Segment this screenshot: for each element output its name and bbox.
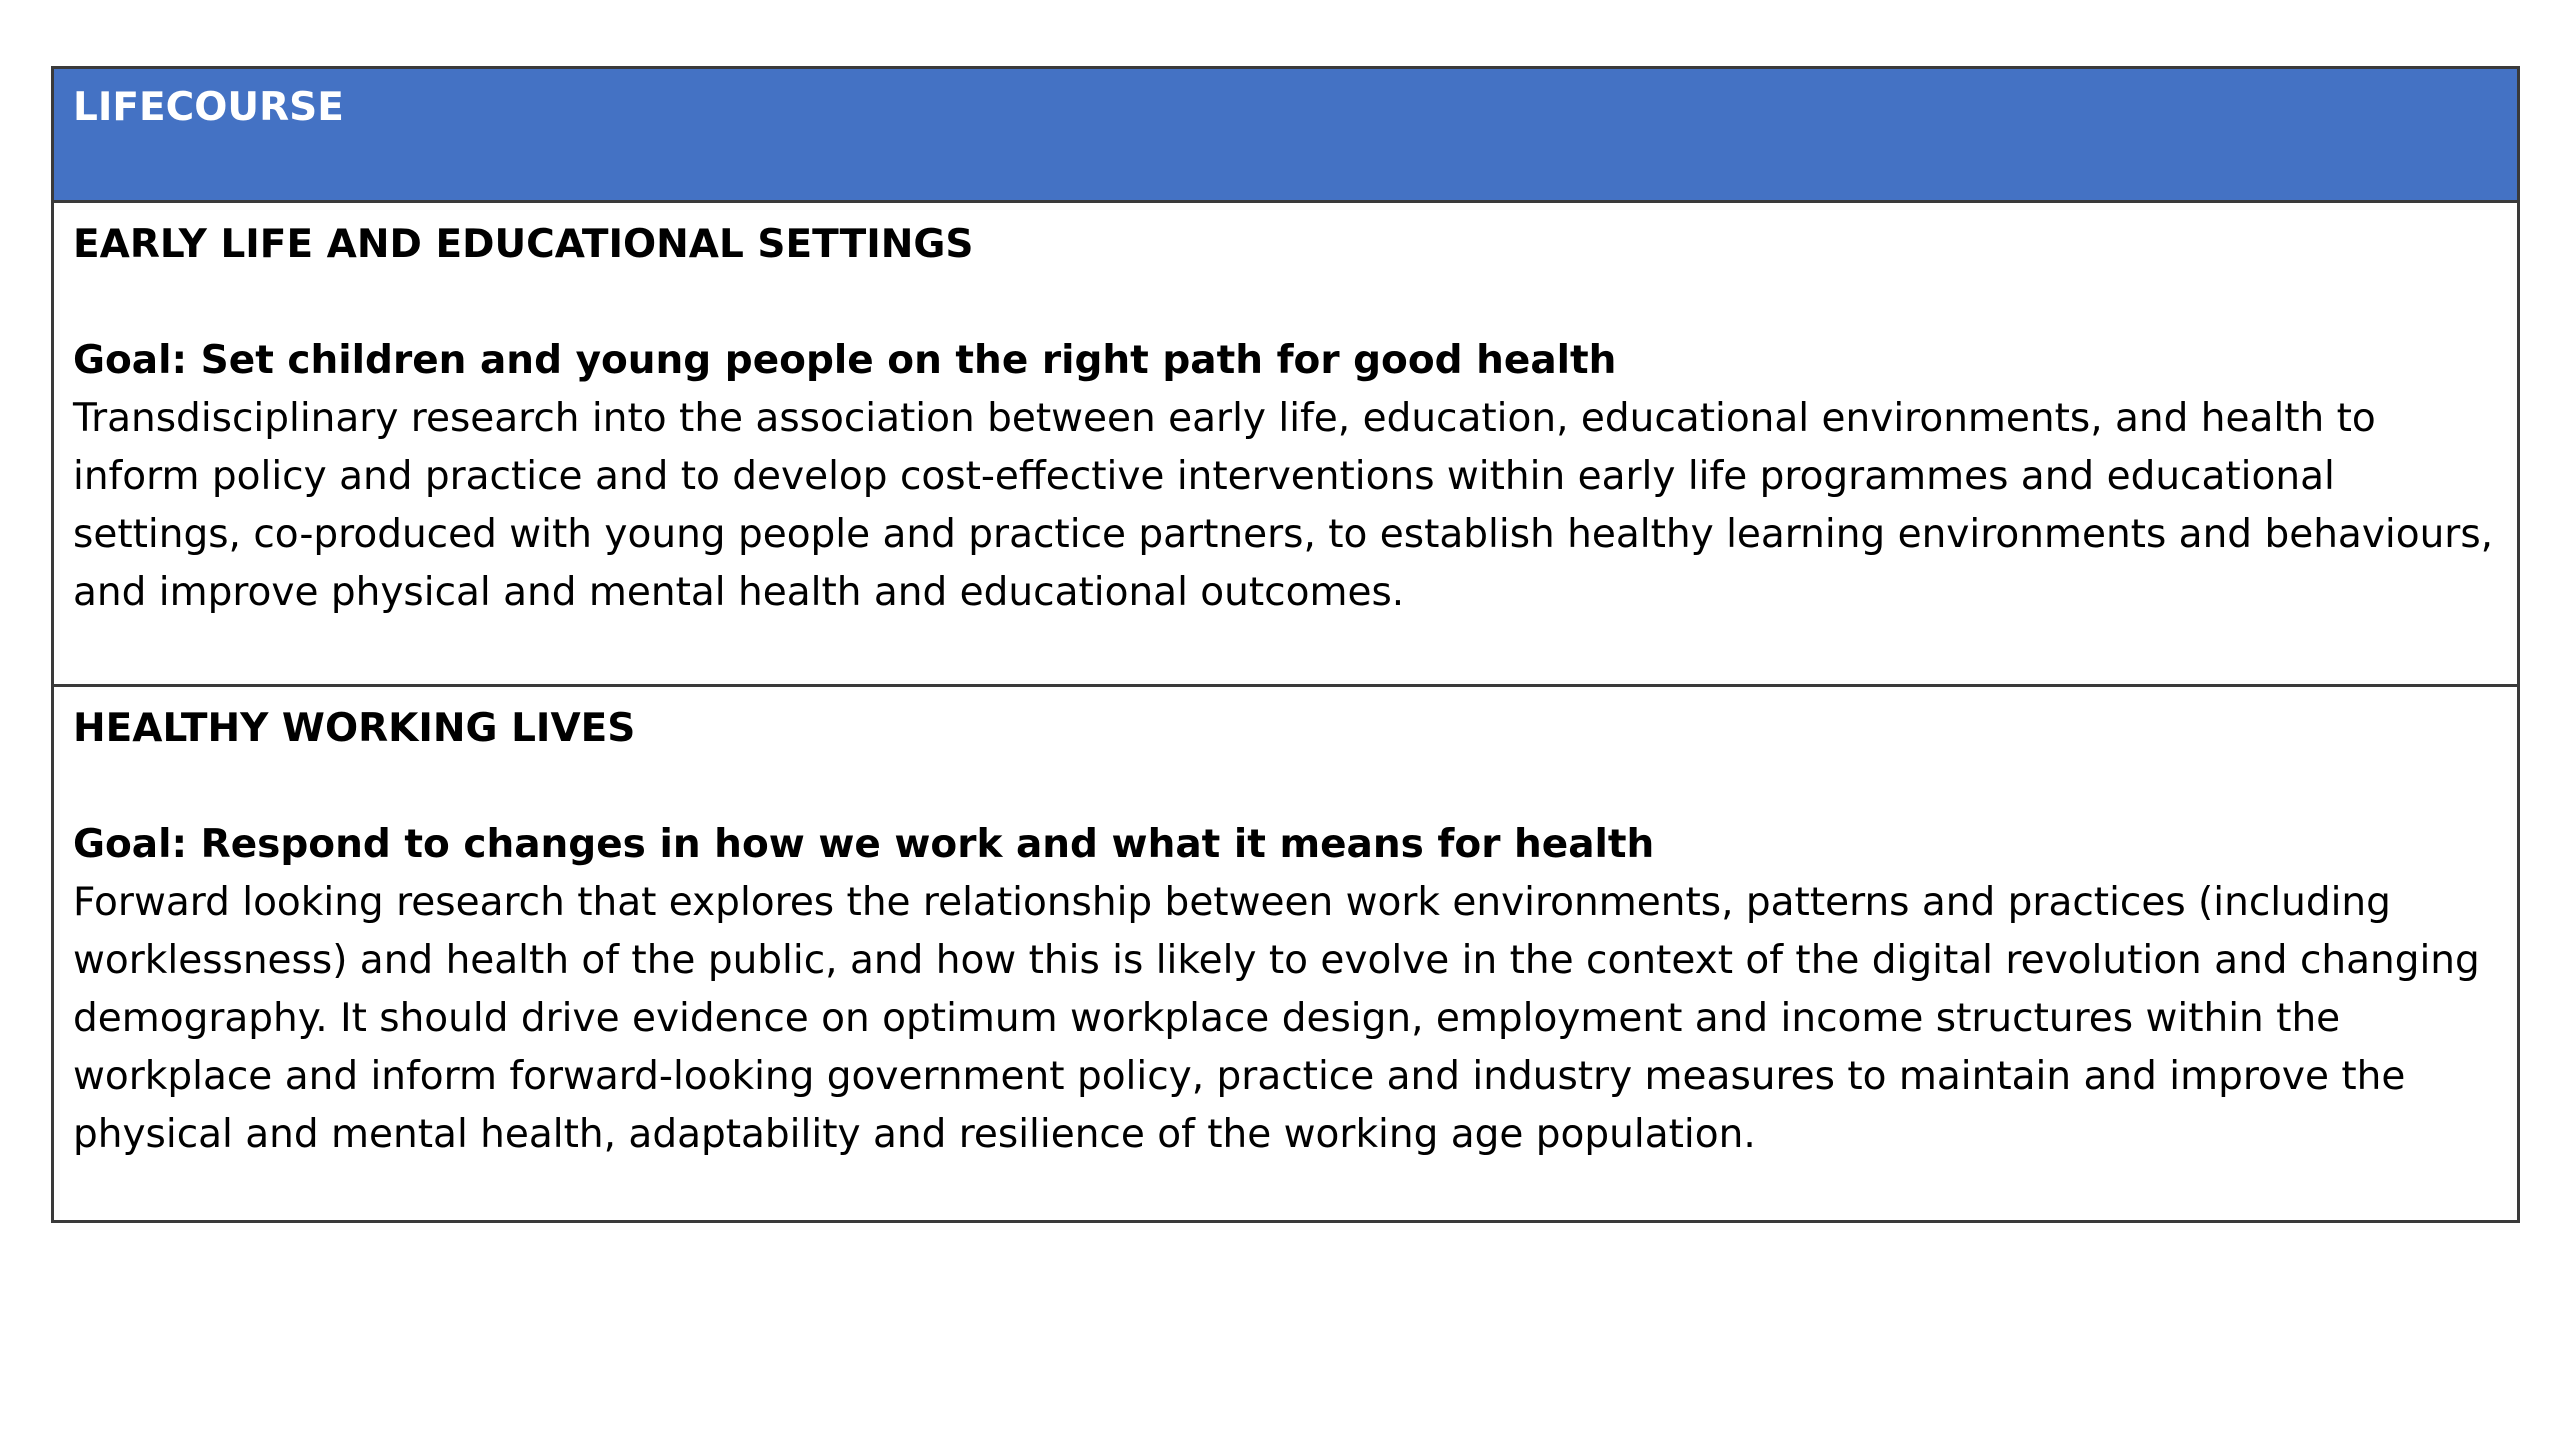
section-title: EARLY LIFE AND EDUCATIONAL SETTINGS (73, 222, 974, 267)
section-goal: Goal: Set children and young people on the right path for good health (73, 338, 1617, 383)
section-early-life (54, 203, 2517, 687)
section-healthy-working-lives (54, 687, 2517, 1220)
table-header-title: LIFECOURSE (73, 85, 344, 130)
lifecourse-table (51, 66, 2520, 1223)
section-spacer (73, 758, 2498, 816)
section-spacer (73, 274, 2498, 332)
table-header (54, 69, 2517, 203)
section-body: Forward looking research that explores the relationship between work environments, patterns and practices (including worklessness) and health of the public, and how this is likely to evolve in the context of the digital revolution and changing demography. It should drive evidence on optimum workplace design, employment and income structures within the workplace and inform forward-looking government policy, practice and industry measures to maintain and improve the physical and mental health, adaptability and resilience of the working age population. (73, 880, 2480, 1157)
section-title: HEALTHY WORKING LIVES (73, 706, 636, 751)
section-goal: Goal: Respond to changes in how we work and what it means for health (73, 822, 1655, 867)
section-body: Transdisciplinary research into the association between early life, education, educational environments, and health to inform policy and practice and to develop cost-effective interventions within early life programmes and educational settings, co-produced with young people and practice partners, to establish healthy learning environments and behaviours, and improve physical and mental health and educational outcomes. (73, 396, 2494, 615)
